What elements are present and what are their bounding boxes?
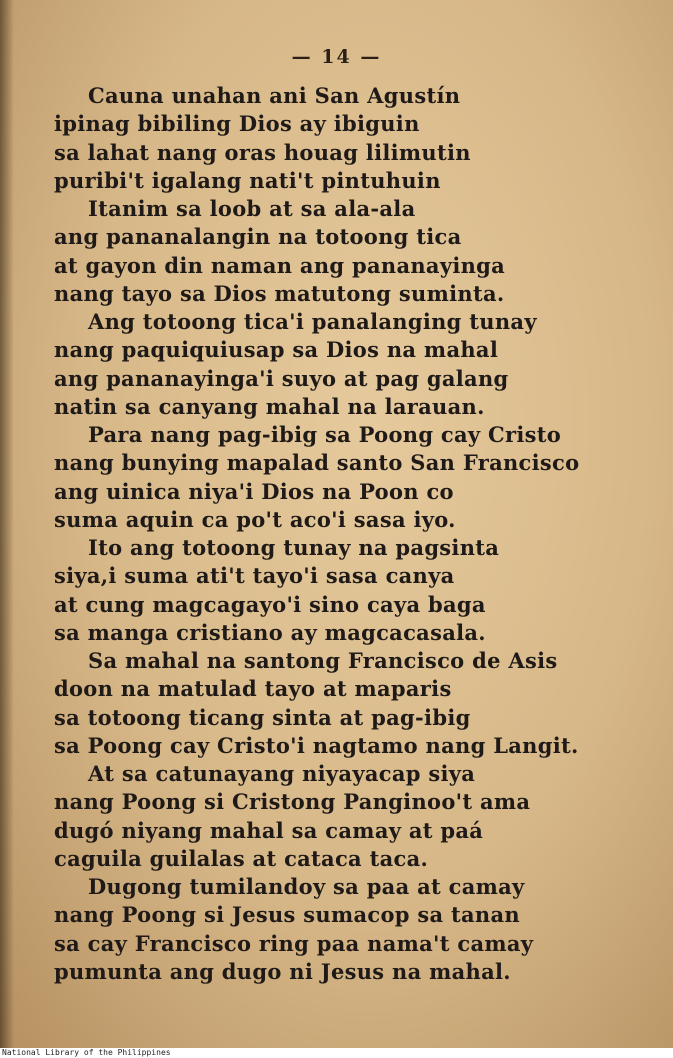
poem-line: dugó niyang mahal sa camay at paá — [54, 817, 484, 843]
page-number: — 14 — — [291, 46, 382, 68]
poem-line: ang uinica niya'i Dios na Poon co — [54, 478, 454, 504]
poem-line: Sa mahal na santong Francisco de Asis — [88, 648, 558, 673]
poem-line: puribi't igalang nati't pintuhuin — [54, 167, 441, 193]
poem-text-block — [54, 82, 654, 986]
poem-line: sa manga cristiano ay magcacasala. — [54, 619, 486, 645]
poem-line: doon na matulad tayo at maparis — [54, 676, 452, 702]
poem-line: natin sa canyang mahal na larauan. — [54, 393, 485, 419]
poem-line: nang Poong si Cristong Panginoo't ama — [54, 789, 531, 815]
poem-line: nang tayo sa Dios matutong suminta. — [54, 280, 505, 306]
poem-line: At sa catunayang niyayacap siya — [88, 761, 476, 786]
poem-line: at gayon din naman ang pananayinga — [54, 252, 506, 278]
poem-line: sa lahat nang oras houag lilimutin — [54, 139, 471, 165]
poem-line: sa totoong ticang sinta at pag-ibig — [54, 704, 471, 730]
poem-line: Ang totoong tica'i panalanging tunay — [88, 309, 537, 334]
poem-line: pumunta ang dugo ni Jesus na mahal. — [54, 958, 511, 984]
poem-line: nang paquiquiusap sa Dios na mahal — [54, 337, 499, 363]
poem-line: Ito ang totoong tunay na pagsinta — [88, 535, 500, 560]
poem-line: ang pananalangin na totoong tica — [54, 224, 462, 250]
poem-line: Itanim sa loob at sa ala-ala — [88, 196, 416, 221]
poem-line: Dugong tumilandoy sa paa at camay — [88, 874, 525, 899]
library-credit: National Library of the Philippines — [0, 1048, 673, 1058]
poem-line: at cung magcagayo'i sino caya baga — [54, 591, 486, 617]
poem-line: suma aquin ca po't aco'i sasa iyo. — [54, 506, 456, 532]
poem-line: nang bunying mapalad santo San Francisco — [54, 450, 580, 476]
poem-line: caguila guilalas at cataca taca. — [54, 845, 429, 871]
poem-line: sa Poong cay Cristo'i nagtamo nang Langit. — [54, 732, 579, 758]
poem-line: ipinag bibiling Dios ay ibiguin — [54, 111, 420, 137]
poem-line: nang Poong si Jesus sumacop sa tanan — [54, 902, 520, 928]
poem-line: Cauna unahan ani San Agustín — [88, 83, 461, 108]
poem-line: sa cay Francisco ring paa nama't camay — [54, 930, 534, 956]
poem-line: siya,i suma ati't tayo'i sasa canya — [54, 563, 455, 589]
poem-line: ang pananayinga'i suyo at pag galang — [54, 365, 509, 391]
poem-line: Para nang pag-ibig sa Poong cay Cristo — [88, 422, 562, 447]
